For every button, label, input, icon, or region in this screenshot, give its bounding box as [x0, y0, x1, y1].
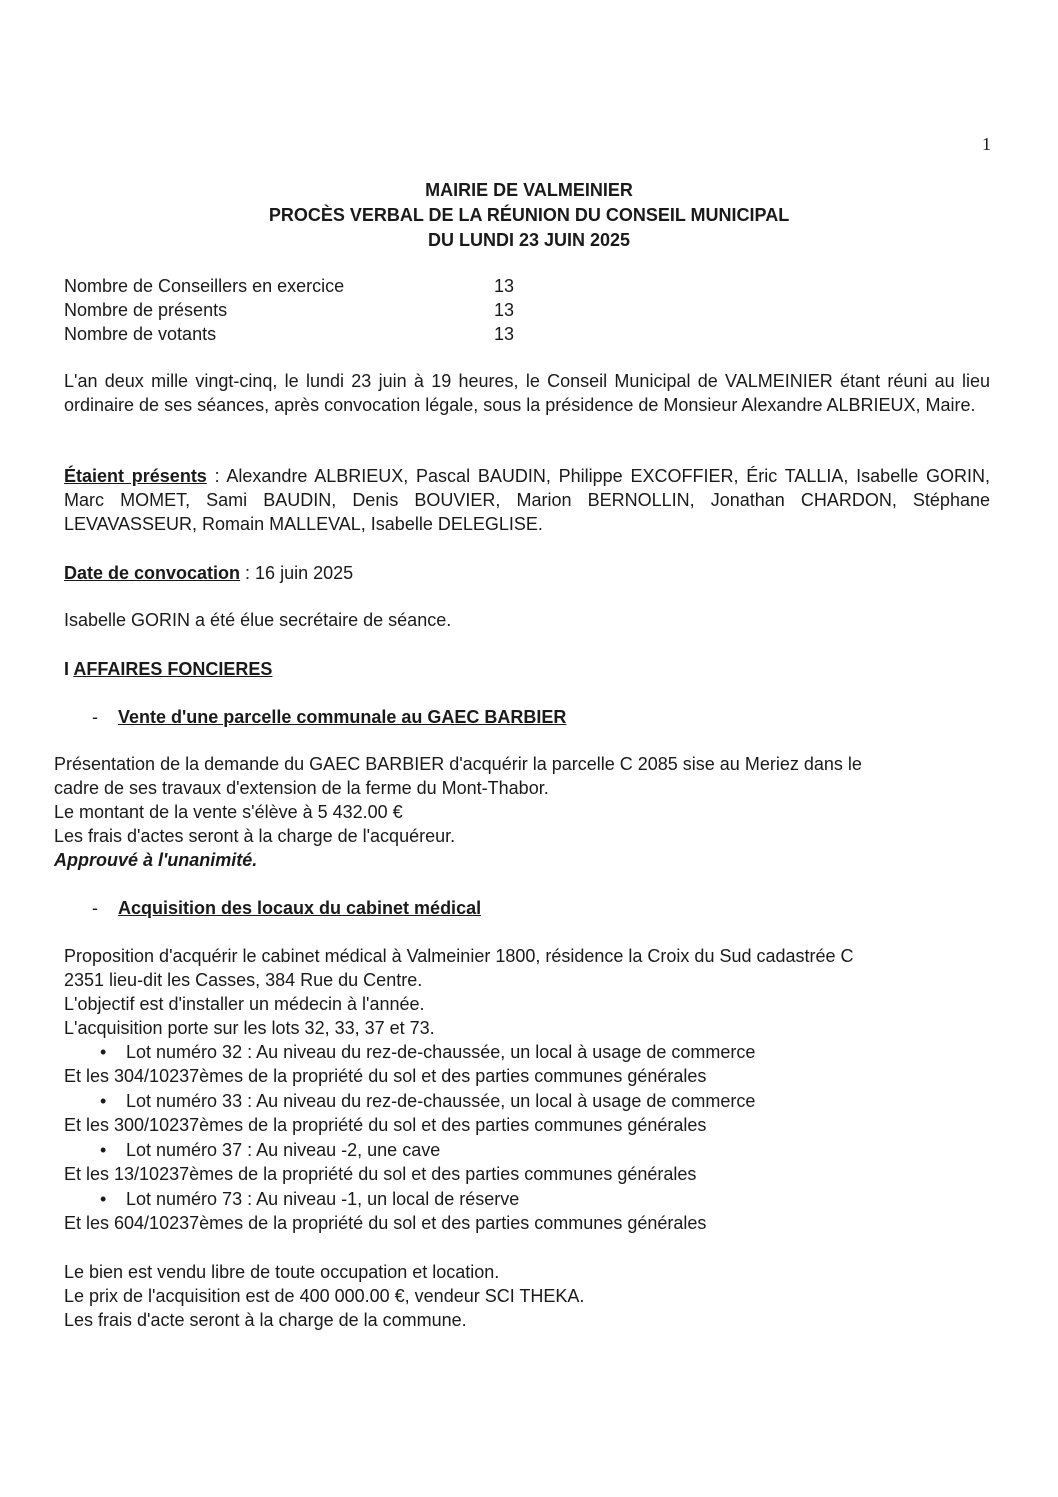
- lot-bullet: [100, 1089, 755, 1113]
- text-line: L'objectif est d'installer un médecin à l'année.: [64, 994, 425, 1014]
- presents-text: : Alexandre ALBRIEUX, Pascal BAUDIN, Philippe EXCOFFIER, Éric TALLIA, Isabelle GORIN, Marc MOMET, Sami BAUDIN, Denis BOUVIER, Marion BERNOLLIN, Jonathan CHARDON, Stéphane LEVAVASSEUR, Romain MALLEVAL, Isabelle DELEGLISE.: [64, 466, 990, 534]
- closing-line: Les frais d'acte seront à la charge de la commune.: [64, 1310, 467, 1330]
- bullet-icon: •: [100, 1091, 107, 1111]
- lot-text: Lot numéro 37 : Au niveau -2, une cave: [126, 1140, 441, 1160]
- text-line: Proposition d'acquérir le cabinet médical à Valmeinier 1800, résidence la Croix du Sud cadastrée C: [64, 946, 854, 966]
- item-title: Vente d'une parcelle communale au GAEC BARBIER: [118, 707, 567, 727]
- closing-line: Le bien est vendu libre de toute occupation et location.: [64, 1262, 500, 1282]
- text-line: 2351 lieu-dit les Casses, 384 Rue du Centre.: [64, 970, 423, 990]
- lot-text: Lot numéro 73 : Au niveau -1, un local de réserve: [126, 1189, 520, 1209]
- text-line: L'acquisition porte sur les lots 32, 33, 37 et 73.: [64, 1018, 435, 1038]
- stat-label: Nombre de Conseillers en exercice: [64, 276, 345, 296]
- bullet-icon: •: [100, 1140, 107, 1160]
- section-prefix: I: [64, 659, 74, 679]
- lot-bullet: [100, 1040, 755, 1064]
- lot-detail: Et les 304/10237èmes de la propriété du sol et des parties communes générales: [64, 1066, 707, 1086]
- item-heading: [92, 896, 481, 920]
- section-title: AFFAIRES FONCIERES: [73, 659, 273, 679]
- text-line: Présentation de la demande du GAEC BARBIER d'acquérir la parcelle C 2085 sise au Meriez dans le: [54, 754, 862, 774]
- stat-value: 13: [494, 276, 515, 296]
- presents-paragraph: [64, 464, 990, 536]
- header-mairie: MAIRIE DE VALMEINIER: [425, 180, 633, 200]
- item-dash: -: [92, 898, 98, 918]
- presents-label: Étaient présents: [64, 466, 207, 486]
- stat-value: 13: [494, 300, 515, 320]
- convocation-line: [64, 561, 990, 585]
- text-line: Les frais d'actes seront à la charge de l'acquéreur.: [54, 826, 456, 846]
- closing-line: Le prix de l'acquisition est de 400 000.00 €, vendeur SCI THEKA.: [64, 1286, 585, 1306]
- header-date: DU LUNDI 23 JUIN 2025: [427, 230, 631, 250]
- convocation-text: : 16 juin 2025: [240, 563, 354, 583]
- lot-text: Lot numéro 33 : Au niveau du rez-de-chaussée, un local à usage de commerce: [126, 1091, 756, 1111]
- header-proces-verbal: PROCÈS VERBAL DE LA RÉUNION DU CONSEIL MUNICIPAL: [268, 205, 790, 225]
- convocation-label: Date de convocation: [64, 563, 241, 583]
- stat-value: 13: [494, 324, 515, 344]
- lot-detail: Et les 13/10237èmes de la propriété du sol et des parties communes générales: [64, 1164, 697, 1184]
- item-heading: [92, 705, 566, 729]
- text-line: cadre de ses travaux d'extension de la ferme du Mont-Thabor.: [54, 778, 549, 798]
- item-title: Acquisition des locaux du cabinet médical: [118, 898, 482, 918]
- bullet-icon: •: [100, 1042, 107, 1062]
- lot-detail: Et les 604/10237èmes de la propriété du sol et des parties communes générales: [64, 1213, 707, 1233]
- lot-detail: Et les 300/10237èmes de la propriété du sol et des parties communes générales: [64, 1115, 707, 1135]
- secretary-line: Isabelle GORIN a été élue secrétaire de séance.: [64, 610, 452, 630]
- stat-label: Nombre de présents: [64, 300, 228, 320]
- item-dash: -: [92, 707, 98, 727]
- lot-bullet: [100, 1138, 440, 1162]
- section-heading: [64, 657, 272, 681]
- page-number: 1: [982, 134, 991, 154]
- lot-bullet: [100, 1187, 519, 1211]
- lot-text: Lot numéro 32 : Au niveau du rez-de-chaussée, un local à usage de commerce: [126, 1042, 756, 1062]
- text-line: Le montant de la vente s'élève à 5 432.00 €: [54, 802, 403, 822]
- decision-line: Approuvé à l'unanimité.: [54, 850, 258, 870]
- bullet-icon: •: [100, 1189, 107, 1209]
- stat-label: Nombre de votants: [64, 324, 217, 344]
- intro-paragraph: L'an deux mille vingt-cinq, le lundi 23 juin à 19 heures, le Conseil Municipal de VALMEINIER étant réuni au lieu ordinaire de ses séances, après convocation légale, sous la présidence de Monsieur Alexandre ALBRIEUX, Maire.: [64, 371, 990, 415]
